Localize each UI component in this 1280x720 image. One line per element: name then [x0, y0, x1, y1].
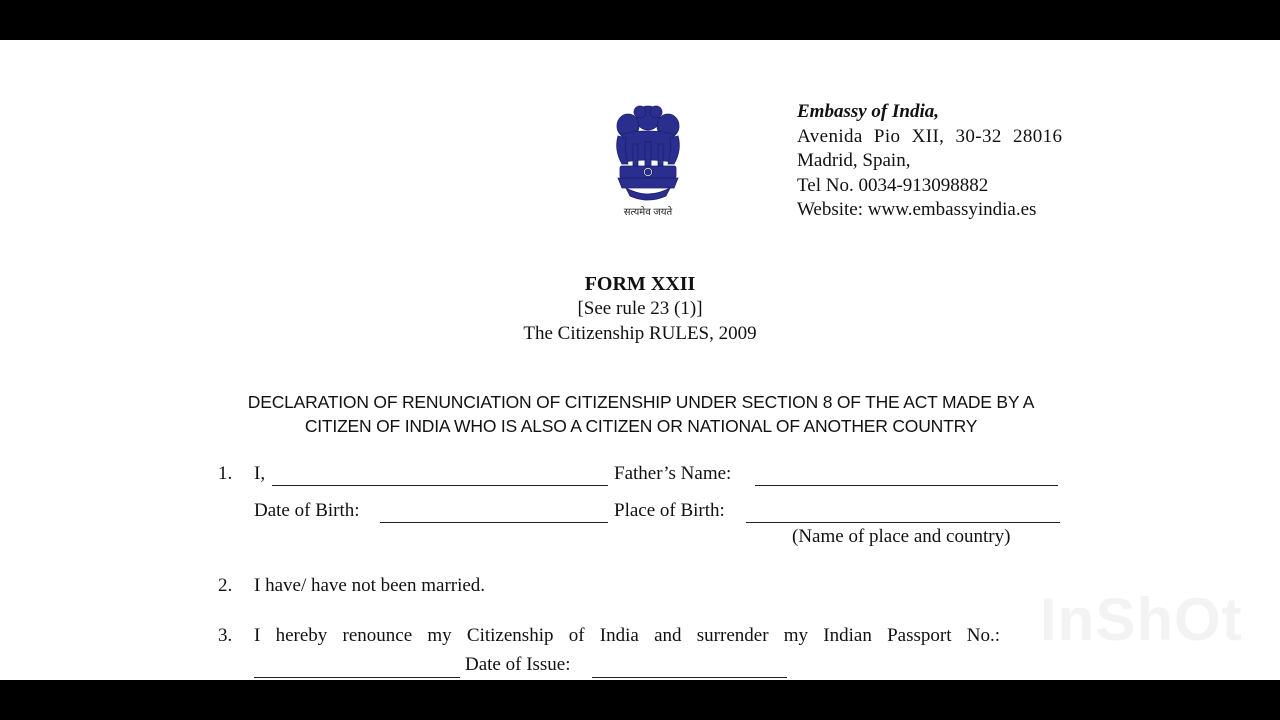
- pob-label: Place of Birth:: [614, 500, 725, 521]
- father-name-field[interactable]: [755, 485, 1058, 486]
- rules-title: The Citizenship RULES, 2009: [523, 323, 757, 344]
- applicant-name-field[interactable]: [272, 485, 608, 486]
- embassy-address: [797, 100, 1062, 223]
- address-street: Avenida Pio XII, 30-32 28016: [797, 125, 1063, 147]
- inshot-watermark: InShOt: [1040, 586, 1243, 653]
- website: Website: www.embassyindia.es: [797, 199, 1037, 221]
- declaration-line-2: CITIZEN OF INDIA WHO IS ALSO A CITIZEN OR NATIONAL OF ANOTHER COUNTRY: [304, 415, 978, 436]
- item-2-number: 2.: [218, 575, 233, 596]
- date-of-issue-label: Date of Issue:: [465, 654, 571, 675]
- father-name-label: Father’s Name:: [614, 463, 732, 484]
- dob-label: Date of Birth:: [254, 500, 360, 521]
- rule-reference: [See rule 23 (1)]: [577, 298, 703, 319]
- declaration-line-1: DECLARATION OF RENUNCIATION OF CITIZENSHIP UNDER SECTION 8 OF THE ACT MADE BY A: [247, 392, 1035, 412]
- letterbox-top: [0, 0, 1280, 40]
- date-of-issue-field[interactable]: [592, 677, 787, 678]
- item-1-number: 1.: [218, 463, 233, 484]
- pob-hint: (Name of place and country): [792, 526, 1011, 547]
- state-emblem-icon: [600, 100, 696, 222]
- passport-number-field[interactable]: [254, 677, 460, 678]
- emblem-motto: सत्यमेव जयते: [623, 207, 673, 218]
- address-city: Madrid, Spain,: [797, 150, 911, 172]
- letterbox-bottom: [0, 680, 1280, 720]
- marital-statement: I have/ have not been married.: [254, 575, 486, 596]
- dob-field[interactable]: [380, 522, 608, 523]
- item-3-number: 3.: [218, 625, 233, 646]
- renunciation-statement: I hereby renounce my Citizenship of India and surrender my Indian Passport No.:: [254, 625, 1000, 646]
- pob-field[interactable]: [746, 522, 1060, 523]
- telephone: Tel No. 0034-913098882: [797, 174, 989, 196]
- applicant-name-label: I,: [254, 463, 266, 484]
- form-title: FORM XXII: [584, 273, 696, 295]
- embassy-name: Embassy of India,: [797, 101, 939, 122]
- declaration-heading: [180, 391, 1102, 438]
